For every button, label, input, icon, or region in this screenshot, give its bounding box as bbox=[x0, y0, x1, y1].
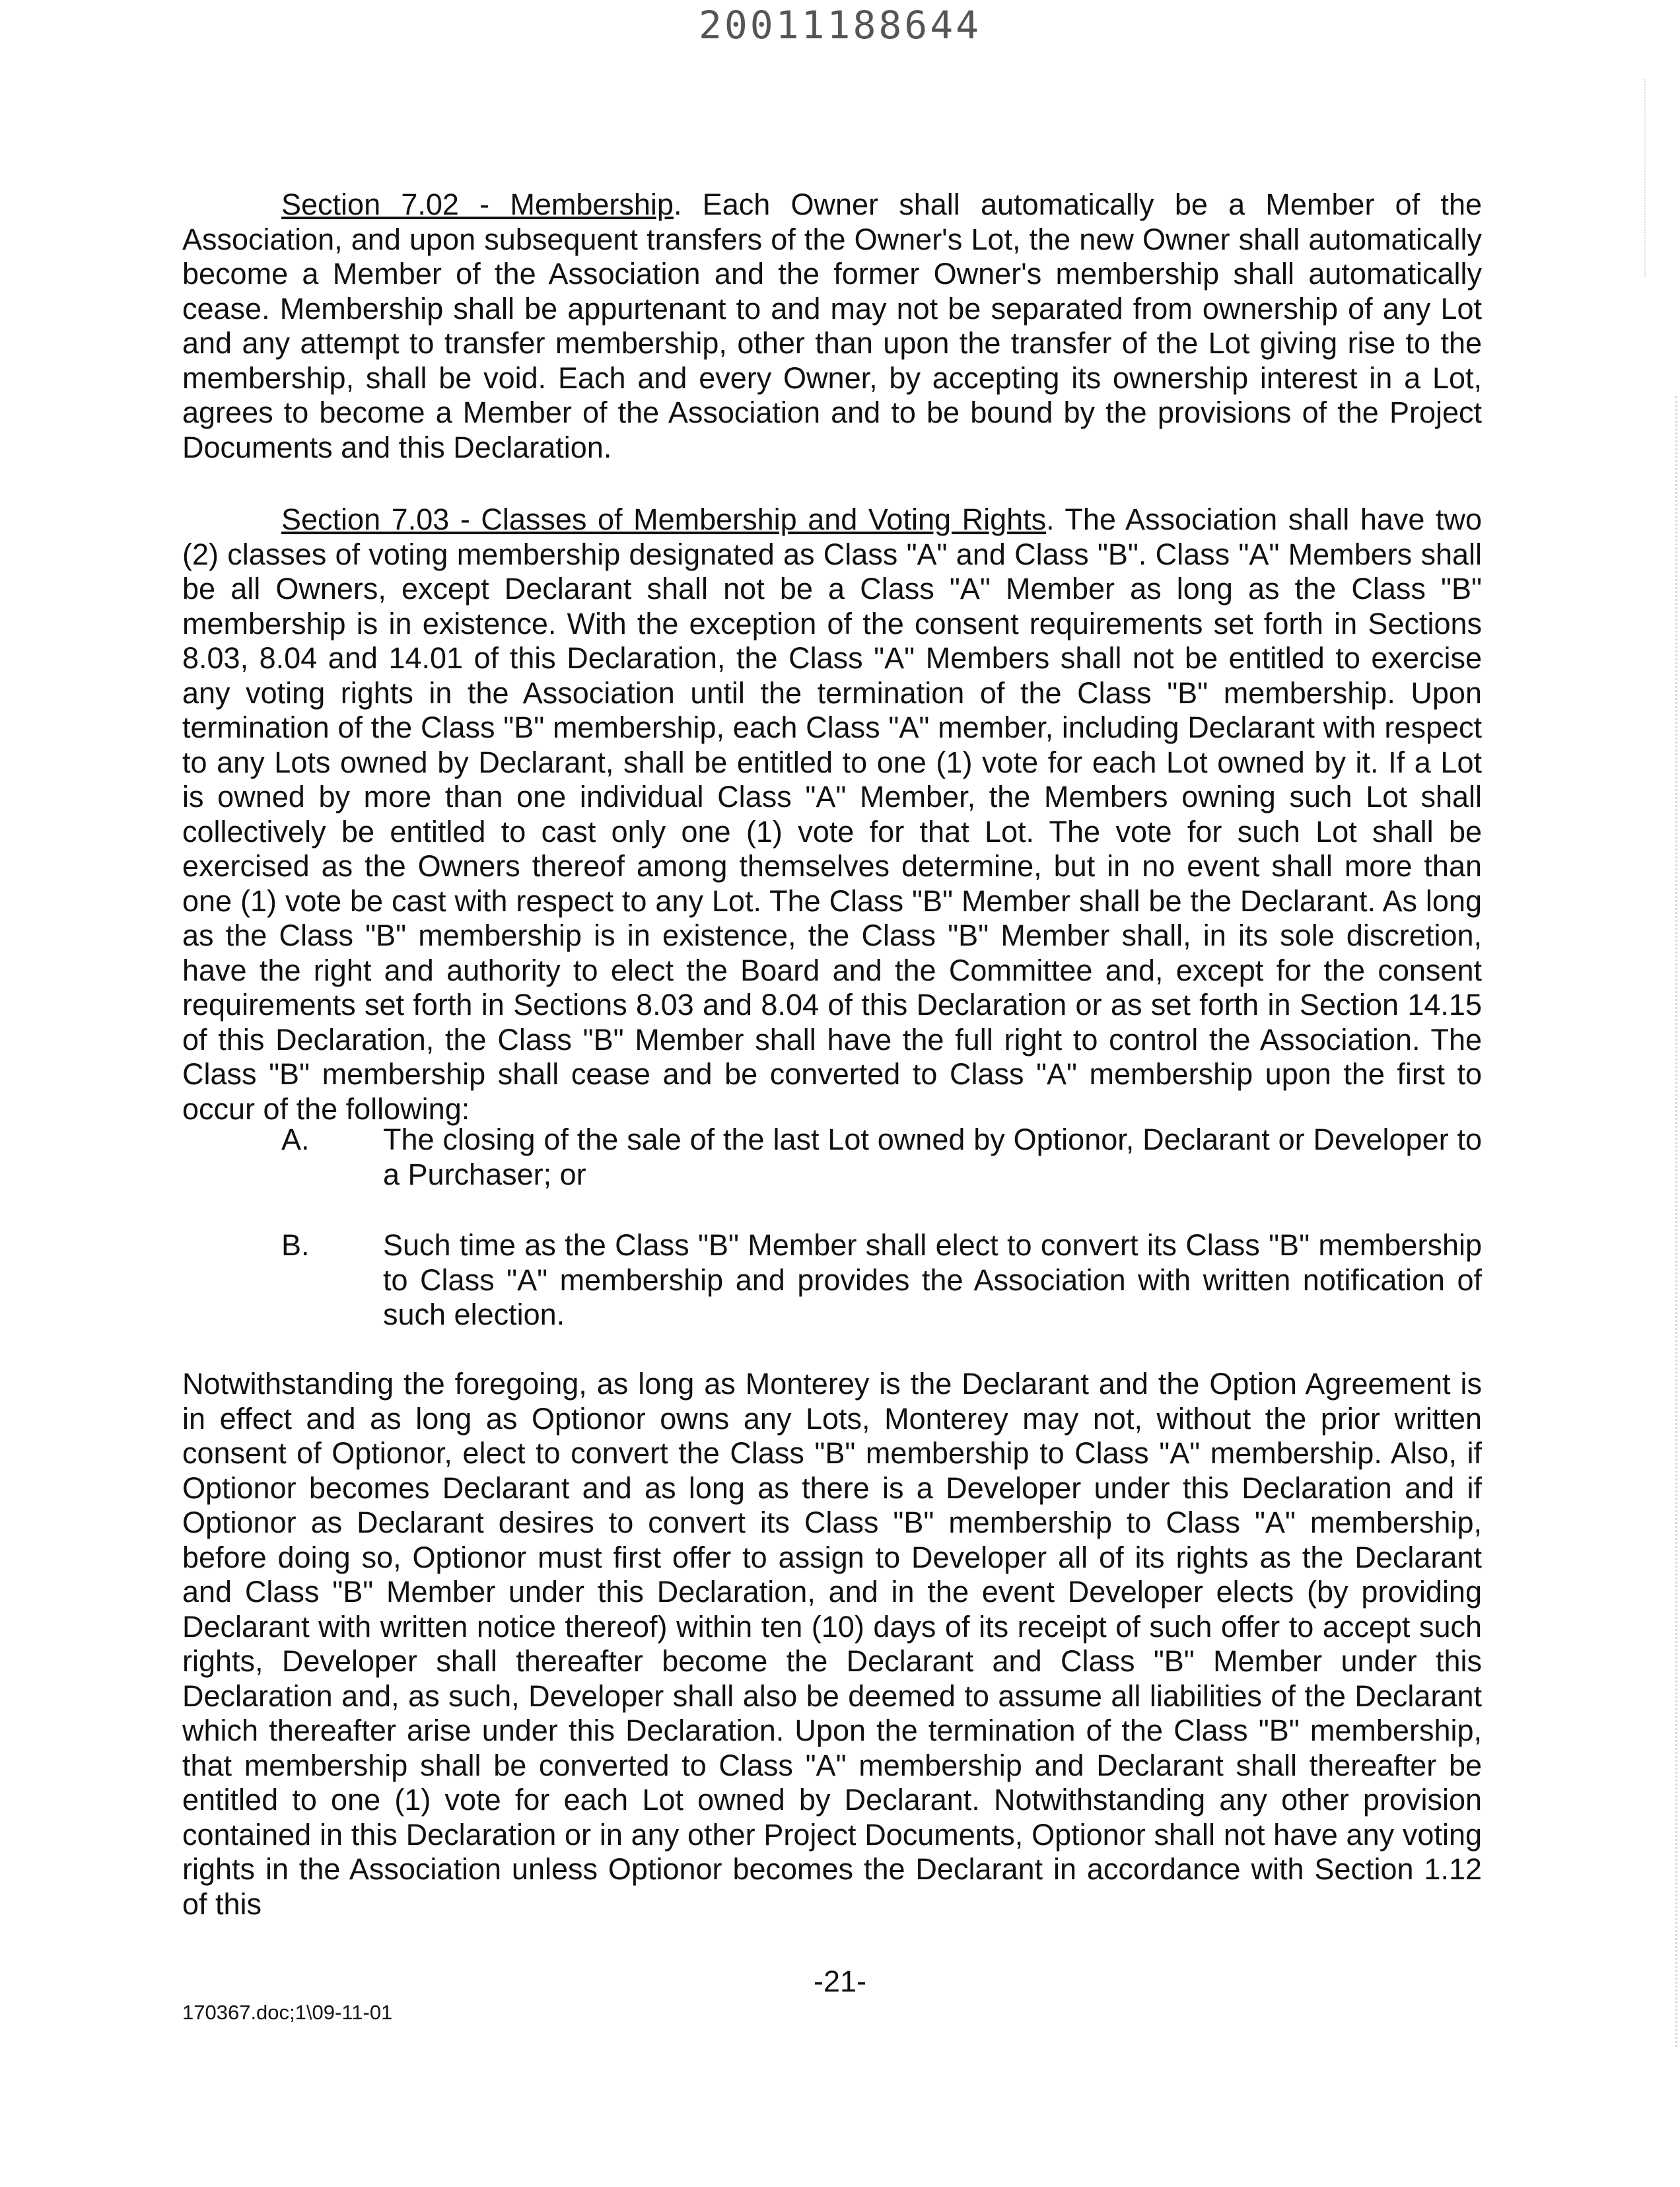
section-7-02-paragraph bbox=[182, 188, 1482, 465]
list-item-text: Such time as the Class "B" Member shall elect to convert its Class "B" membership to Class "A" membership and provides the Association with written notification of such election. bbox=[383, 1228, 1482, 1331]
section-7-02-heading: Section 7.02 - Membership bbox=[281, 188, 674, 221]
list-item-a bbox=[281, 1123, 1482, 1192]
list-item-b bbox=[281, 1228, 1482, 1333]
section-7-03-text: . The Association shall have two (2) classes of voting membership designated as Class "A" and Class "B". Class "A" Members shall be all Owners, except Declarant shall not be a Class "A" Member as long as the Class "B" membership is in existence. With the exception of the consent requirements set forth in Sections 8.03, 8.04 and 14.01 of this Declaration, the Class "A" Members shall not be entitled to exercise any voting rights in the Association until the termination of the Class "B" membership. Upon termination of the Class "B" membership, each Class "A" member, including Declarant with respect to any Lots owned by Declarant, shall be entitled to one (1) vote for each Lot owned by it. If a Lot is owned by more than one individual Class "A" Member, the Members owning such Lot shall collectively be entitled to cast only one (1) vote for that Lot. The vote for such Lot shall be exercised as the Owners thereof among themselves determine, but in no event shall more than one (1) vote be cast with respect to any Lot. The Class "B" Member shall be the Declarant. As long as the Class "B" membership is in existence, the Class "B" Member shall, in its sole discretion, have the right and authority to elect the Board and the Committee and, except for the consent requirements set forth in Sections 8.03 and 8.04 of this Declaration or as set forth in Section 14.15 of this Declaration, the Class "B" Member shall have the full right to control the Association. The Class "B" membership shall cease and be converted to Class "A" membership upon the first to occur of the following: bbox=[182, 503, 1482, 1126]
notwithstanding-paragraph: Notwithstanding the foregoing, as long as Monterey is the Declarant and the Option Agreement is in effect and as long as Optionor owns any Lots, Monterey may not, without the prior written consent of Optionor, elect to convert the Class "B" membership to Class "A" membership. Also, if Optionor becomes Declarant and as long as there is a Developer under this Declaration and if Optionor as Declarant desires to convert its Class "B" membership to Class "A" membership, before doing so, Optionor must first offer to assign to Developer all of its rights as the Declarant and Class "B" Member under this Declaration, and in the event Developer elects (by providing Declarant with written notice thereof) within ten (10) days of its receipt of such offer to accept such rights, Developer shall thereafter become the Declarant and Class "B" Member under this Declaration and, as such, Developer shall also be deemed to assume all liabilities of the Declarant which thereafter arise under this Declaration. Upon the termination of the Class "B" membership, that membership shall be converted to Class "A" membership and Declarant shall thereafter be entitled to one (1) vote for each Lot owned by Declarant. Notwithstanding any other provision contained in this Declaration or in any other Project Documents, Optionor shall not have any voting rights in the Association unless Optionor becomes the Declarant in accordance with Section 1.12 of this bbox=[182, 1367, 1482, 1921]
footer-document-id: 170367.doc;1\09-11-01 bbox=[182, 2001, 393, 2024]
section-7-03-heading: Section 7.03 - Classes of Membership and Voting Rights bbox=[281, 503, 1047, 536]
page-number: -21- bbox=[813, 1964, 867, 1998]
scan-edge-marks bbox=[1671, 396, 1677, 2047]
scan-edge-stamp bbox=[1644, 79, 1676, 277]
list-item-letter: B. bbox=[281, 1228, 310, 1262]
document-number: 20011188644 bbox=[698, 3, 982, 48]
list-item-letter: A. bbox=[281, 1123, 310, 1156]
list-item-text: The closing of the sale of the last Lot owned by Optionor, Declarant or Developer to a Purchaser; or bbox=[383, 1123, 1482, 1191]
section-7-03-paragraph bbox=[182, 503, 1482, 1127]
section-7-02-text: . Each Owner shall automatically be a Member of the Association, and upon subsequent transfers of the Owner's Lot, the new Owner shall automatically become a Member of the Association and the former Owner's membership shall automatically cease. Membership shall be appurtenant to and may not be separated from ownership of any Lot and any attempt to transfer membership, other than upon the transfer of the Lot giving rise to the membership, shall be void. Each and every Owner, by accepting its ownership interest in a Lot, agrees to become a Member of the Association and to be bound by the provisions of the Project Documents and this Declaration. bbox=[182, 188, 1482, 464]
